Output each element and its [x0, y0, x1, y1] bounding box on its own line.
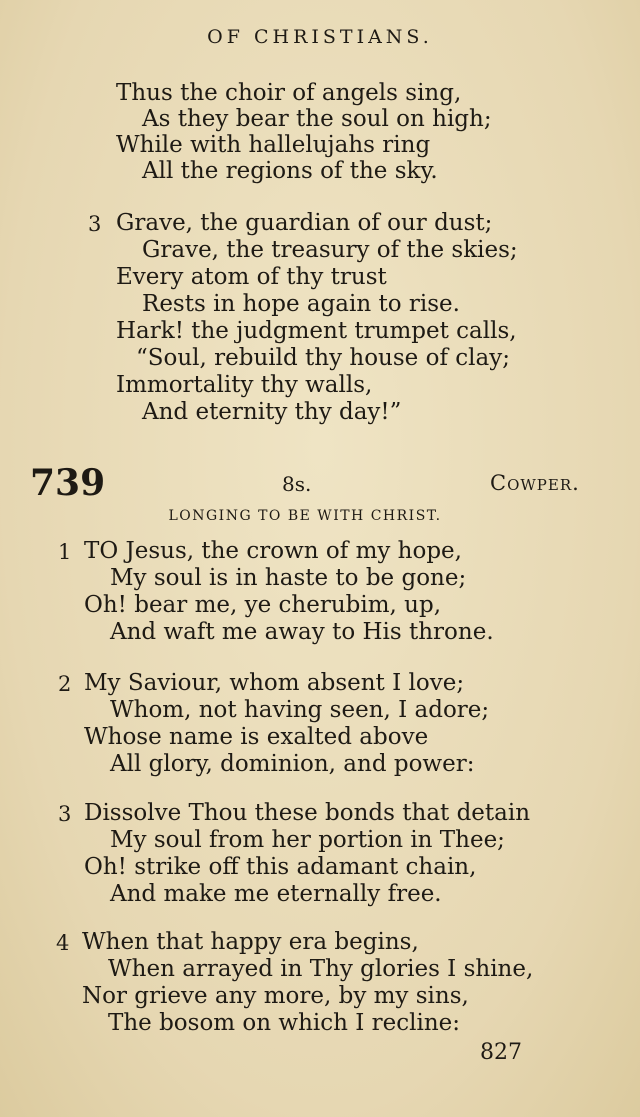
verse-line: My soul from her portion in Thee; [110, 827, 505, 853]
verse-line: My Saviour, whom absent I love; [84, 670, 465, 696]
verse-line: While with hallelujahs ring [116, 132, 431, 158]
stanza-number: 3 [58, 802, 72, 826]
hymn-number: 739 [30, 462, 106, 504]
page-number: 827 [480, 1040, 522, 1065]
hymn-title: LONGING TO BE WITH CHRIST. [168, 508, 442, 524]
verse-line: Dissolve Thou these bonds that detain [84, 800, 531, 826]
verse-line: Whom, not having seen, I adore; [110, 697, 490, 723]
verse-line: Immortality thy walls, [116, 372, 373, 398]
hymn-author: Cowper. [490, 471, 580, 495]
verse-line: As they bear the soul on high; [142, 106, 492, 132]
hymn-meter: 8s. [282, 472, 312, 496]
verse-line: When that happy era begins, [82, 929, 419, 955]
verse-line: All glory, dominion, and power: [110, 751, 475, 777]
stanza-number: 4 [56, 931, 70, 955]
verse-line: All the regions of the sky. [142, 158, 438, 184]
stanza-number: 2 [58, 672, 72, 696]
verse-line: Every atom of thy trust [116, 264, 387, 290]
stanza-number: 3 [88, 212, 102, 236]
verse-line: Oh! bear me, ye cherubim, up, [84, 592, 442, 618]
verse-line: “Soul, rebuild thy house of clay; [136, 345, 510, 371]
verse-line: TO Jesus, the crown of my hope, [84, 538, 462, 564]
verse-line: Grave, the guardian of our dust; [116, 210, 493, 236]
verse-line: And eternity thy day!” [142, 399, 402, 425]
verse-line: The bosom on which I recline: [108, 1010, 461, 1036]
verse-line: And waft me away to His throne. [110, 619, 494, 645]
verse-line: Hark! the judgment trumpet calls, [116, 318, 517, 344]
verse-line: Nor grieve any more, by my sins, [82, 983, 469, 1009]
stanza-number: 1 [58, 540, 72, 564]
running-header: OF CHRISTIANS. [207, 26, 433, 48]
verse-line: Rests in hope again to rise. [142, 291, 460, 317]
verse-line: Grave, the treasury of the skies; [142, 237, 518, 263]
verse-line: Thus the choir of angels sing, [116, 80, 462, 106]
verse-line: When arrayed in Thy glories I shine, [108, 956, 534, 982]
verse-line: My soul is in haste to be gone; [110, 565, 467, 591]
verse-line: Oh! strike off this adamant chain, [84, 854, 477, 880]
verse-line: And make me eternally free. [110, 881, 442, 907]
verse-line: Whose name is exalted above [84, 724, 429, 750]
